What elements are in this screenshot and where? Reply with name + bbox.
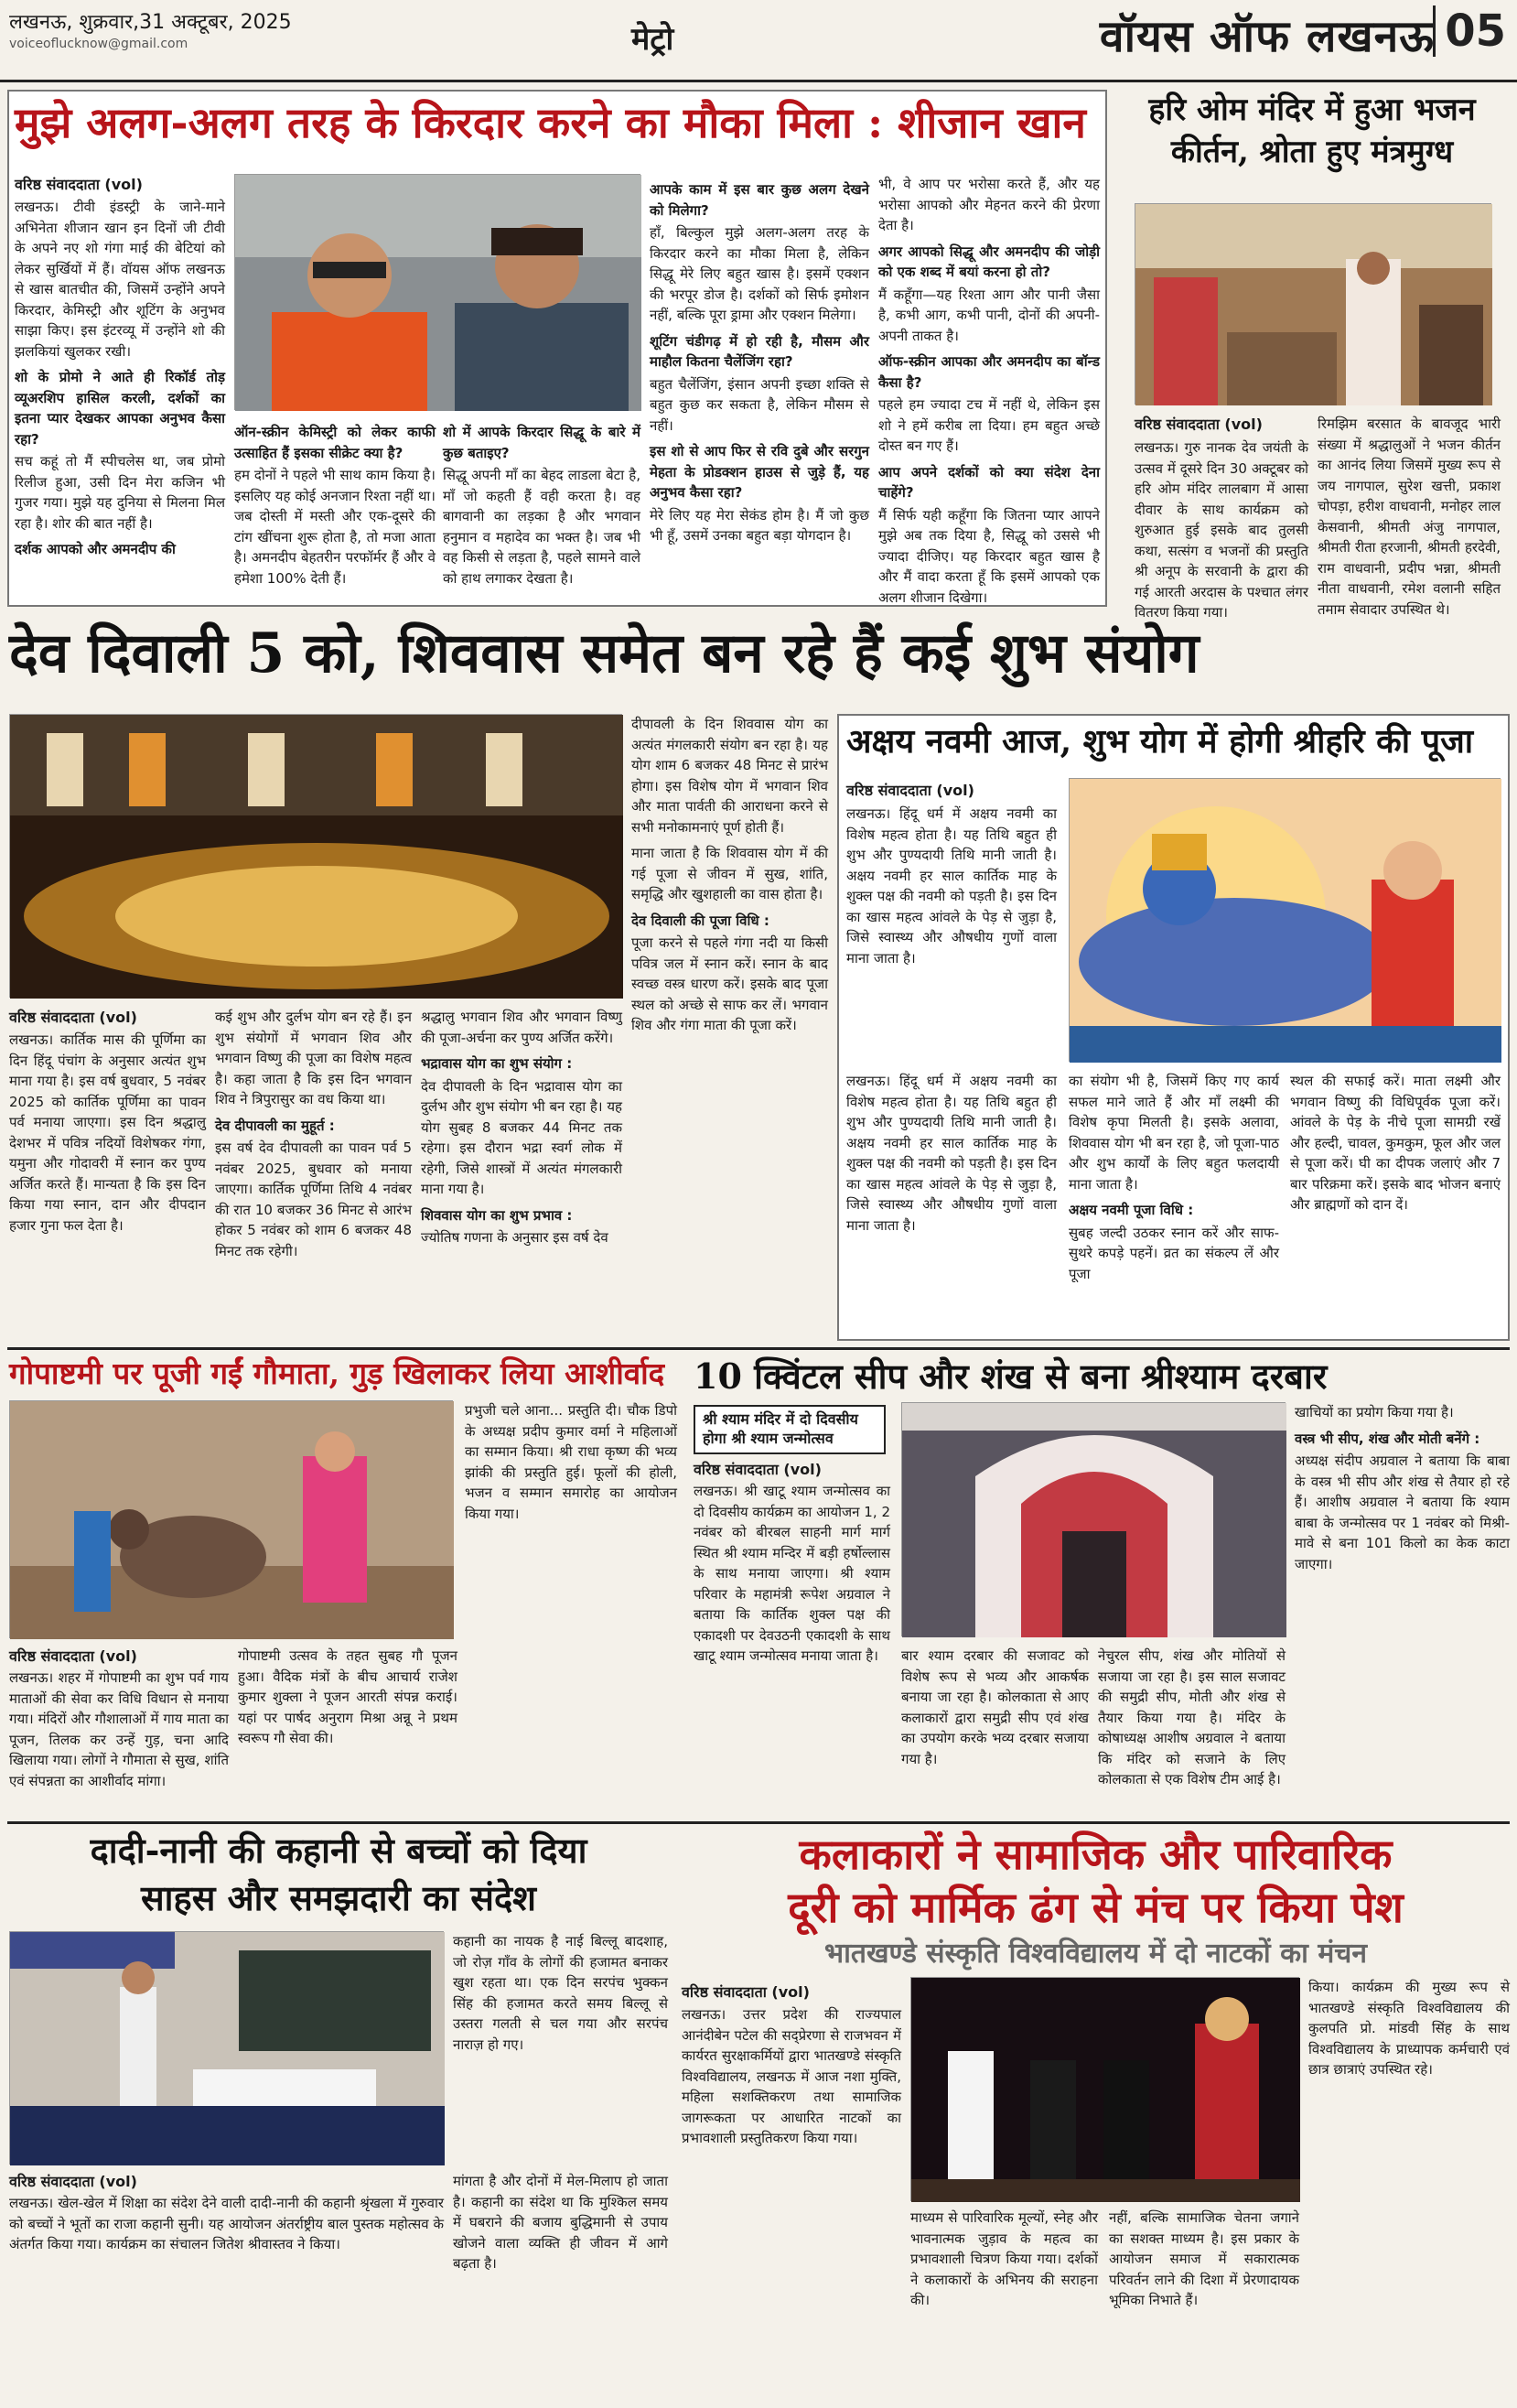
story3-col2-text: कई शुभ और दुर्लभ योग बन रहे हैं। इन शुभ संयोगों में भगवान शिव और भगवान विष्णु की पूजा का विशेष महत्व है। कहा जाता है कि इस दिन भगवान शिव ने त्रिपुरासुर का वध किया था। bbox=[215, 1009, 412, 1107]
story1-col1-text: लखनऊ। टीवी इंडस्ट्री के जाने-माने अभिनेता शीजान खान इन दिनों जी टीवी के अपने नए शो गंगा माई की बेटियां को लेकर सुर्खियों में हैं। वॉयस ऑफ लखनऊ से खास बातचीत की, जिसमें उन्होंने अपने किरदार, केमिस्ट्री और शूटिंग के अनुभव साझा किए। इस इंटरव्यू में उन्होंने शो की झलकियां खुलकर रखी। bbox=[15, 199, 225, 360]
cow-svg bbox=[10, 1401, 454, 1639]
story4-col1b: लखनऊ। हिंदू धर्म में अक्षय नवमी का विशेष महत्व होता है। यह तिथि बहुत ही शुभ और पुण्यदायी तिथि मानी जाती है। अक्षय नवमी हर साल कार्तिक माह के शुक्ल पक्ष की नवमी को पड़ती है। इस दिन का खास महत्व आंवले के पेड़ से जुड़ा है, जिसे स्वास्थ्य और औषधीय गुणों वाला माना जाता है। bbox=[846, 1073, 1057, 1234]
story6-byline: वरिष्ठ संवाददाता (vol) bbox=[694, 1461, 822, 1478]
page-number: 05 bbox=[1433, 5, 1506, 57]
story8-headline-l1: कलाकारों ने सामाजिक और पारिवारिक bbox=[799, 1830, 1393, 1879]
story5-byline: वरिष्ठ संवाददाता (vol) bbox=[9, 1647, 137, 1665]
story6-col2: बार श्याम दरबार की सजावट को विशेष रूप से भव्य और आकर्षक बनाया जा रहा है। कोलकाता से आए कलाकारों द्वारा समुद्री सीप एवं शंख का उपयोग करके भव्य दरबार सजाया गया है। bbox=[901, 1647, 1089, 1767]
story3-col4 bbox=[631, 714, 828, 1341]
story1-headline: मुझे अलग-अलग तरह के किरदार करने का मौका मिला : शीजान खान bbox=[15, 98, 1086, 147]
story1-col5 bbox=[650, 174, 869, 599]
story1-q6: शूटिंग चंडीगढ़ में हो रही है, मौसम और माहौल कितना चैलेंजिंग रहा? bbox=[650, 332, 869, 370]
story6-sub1: वस्त्र भी सीप, शंख और मोती बनेंगे : bbox=[1295, 1430, 1480, 1447]
story6-headline: 10 क्विंटल सीप और शंख से बना श्रीश्याम दरबार bbox=[694, 1355, 1328, 1397]
section-name: मेट्रो bbox=[631, 21, 674, 58]
story6-label: श्री श्याम मंदिर में दो दिवसीय होगा श्री श्याम जन्मोत्सव bbox=[694, 1405, 886, 1454]
story4-col1: लखनऊ। हिंदू धर्म में अक्षय नवमी का विशेष महत्व होता है। यह तिथि बहुत ही शुभ और पुण्यदायी तिथि मानी जाती है। अक्षय नवमी हर साल कार्तिक माह के शुक्ल पक्ष की नवमी को पड़ती है। इस दिन का खास महत्व आंवले के पेड़ से जुड़ा है, जिसे स्वास्थ्य और औषधीय गुणों वाला माना जाता है। bbox=[846, 805, 1057, 966]
story2-col1: लखनऊ। गुरु नानक देव जयंती के उत्सव में दूसरे दिन 30 अक्टूबर को हरि ओम मंदिर लालबाग में आसा दीवार के साथ कार्यक्रम को शुरुआत हुई इसके बाद तुलसी कथा, सत्संग व भजनों की प्रस्तुति श्री अनूप के सरवानी के द्वारा की गई आरती अरदास के पश्चात लंगर वितरण किया गया। bbox=[1135, 439, 1308, 621]
story3-col2 bbox=[215, 1007, 412, 1341]
divider-2 bbox=[7, 1821, 1510, 1824]
divider bbox=[7, 1347, 1510, 1350]
story3-col2-b: इस वर्ष देव दीपावली का पावन पर्व 5 नवंबर 2025, बुधवार को मनाया जाएगा। कार्तिक पूर्णिमा तिथि 4 नवंबर की रात 10 बजकर 36 मिनट से आरंभ होकर 5 नवंबर को शाम 6 बजकर 48 मिनट तक रहेगी। bbox=[215, 1139, 412, 1259]
cow-worship-photo bbox=[9, 1400, 453, 1638]
darbar-svg bbox=[902, 1403, 1286, 1637]
story3-col3 bbox=[421, 1007, 622, 1341]
story1-a9: मैं कहूँगा—यह रिश्ता आग और पानी जैसा है, कभी आग, कभी पानी, दोनों की अपनी-अपनी ताकत है। bbox=[878, 286, 1100, 344]
story1-a5: हाँ, बिल्कुल मुझे अलग-अलग तरह के किरदार करने का मौका मिला है, लेकिन सिद्धू मेरे लिए बहुत खास है। इसमें एक्शन की भरपूर डोज है। दर्शकों को सिर्फ इमोशन नहीं, बल्कि पूरा ड्रामा और एक्शन मिलेगा। bbox=[650, 224, 869, 323]
story6-col4-text: खाचियों का प्रयोग किया गया है। bbox=[1295, 1404, 1454, 1420]
story5-col1: लखनऊ। शहर में गोपाष्टमी का शुभ पर्व गाय माताओं की सेवा कर विधि विधान से मनाया गया। मंदिरों और गौशालाओं में गाय माता का पूजन, तिलक कर उन्हें गुड़, चना आदि खिलाया गया। लोगों ने गौमाता से सुख, शांति एवं संपन्नता का आशीर्वाद मांगा। bbox=[9, 1669, 229, 1789]
story3-col4-c: पूजा करने से पहले गंगा नदी या किसी पवित्र जल में स्नान करें। स्नान के बाद स्वच्छ वस्त्र धारण करें। इसके बाद पूजा स्थल को अच्छे से साफ कर लें। भगवान शिव और गंगा माता की पूजा करें। bbox=[631, 934, 828, 1033]
storytelling-photo bbox=[9, 1931, 444, 2165]
story1-a11: मैं सिर्फ यही कहूँगा कि जितना प्यार आपने मुझे अब तक दिया है, सिद्धू को उससे भी ज्यादा दीजिए। यह किरदार बहुत खास है और मैं वादा करता हूँ कि इसमें आपको एक अलग शीजान दिखेगा। bbox=[878, 506, 1100, 606]
story6-col1: लखनऊ। श्री खाटू श्याम जन्मोत्सव का दो दिवसीय कार्यक्रम का आयोजन 1, 2 नवंबर को बीरबल साहनी मार्ग मार्ग स्थित श्री श्याम मन्दिर में बड़ी हर्षोल्लास के साथ मनाया जाएगा। श्री श्याम परिवार के महामंत्री रूपेश अग्रवाल ने बताया कि कार्तिक शुक्ल पक्ष की एकादशी पर देवउठनी एकादशी के साथ खाटू श्याम जन्मोत्सव मनाया जाता है। bbox=[694, 1483, 890, 1664]
story7-col2: कहानी का नायक है नाई बिल्लू बादशाह, जो रोज़ गाँव के लोगों की हजामत बनाकर खुश रहता था। एक दिन सरपंच भुक्कन सिंह की हजामत करते समय बिल्लू से उस्तरा गलती से चल गया और सरपंच नाराज़ हो गए। bbox=[453, 1933, 668, 2053]
story7-headline-l2: साहस और समझदारी का संदेश bbox=[140, 1877, 536, 1918]
story4-col2-text: का संयोग भी है, जिसमें किए गए कार्य सफल माने जाते हैं और माँ लक्ष्मी की विशेष कृपा मिलती है। इसके अलावा, शिववास योग भी बन रहा है, जो पूजा-पाठ और शुभ कार्यों के लिए बहुत फलदायी माना जाता है। bbox=[1069, 1073, 1279, 1193]
drama-stage-photo bbox=[910, 1977, 1299, 2201]
story6-col4 bbox=[1295, 1402, 1510, 1814]
story3-col1: लखनऊ। कार्तिक मास की पूर्णिमा का दिन हिंदू पंचांग के अनुसार अत्यंत शुभ माना गया है। इस वर्ष बुधवार, 5 नवंबर 2025 को कार्तिक पूर्णिमा का पावन पर्व मनाया जाएगा। इस दिन श्रद्धालु देशभर में पवित्र नदियों विशेषकर गंगा, यमुना और गोदावरी में स्नान कर पुण्य अर्जित करते हैं। मान्यता है कि इस दिन किया गया स्नान, दान और दीपदान हजार गुना फल देता है। bbox=[9, 1031, 206, 1234]
diwali-diyas-photo bbox=[9, 714, 622, 998]
story1-q8: अगर आपको सिद्धू और अमनदीप की जोड़ी को एक शब्द में बयां करना हो तो? bbox=[878, 243, 1100, 280]
story8-headline-l2: दूरी को मार्मिक ढंग से मंच पर किया पेश bbox=[788, 1883, 1404, 1932]
story1-q9: ऑफ-स्क्रीन आपका और अमनदीप का बॉन्ड कैसा है? bbox=[878, 353, 1100, 391]
story3-col3-b: देव दीपावली के दिन भद्रावास योग का दुर्लभ और शुभ संयोग भी बन रहा है। यह योग सुबह 8 बजकर 44 मिनट तक रहेगा। इस दौरान भद्रा स्वर्ग लोक में रहेगी, जिसे शास्त्रों में अत्यंत मंगलकारी माना गया है। bbox=[421, 1077, 622, 1197]
story4-col2 bbox=[1069, 1071, 1279, 1336]
story7-headline-l1: दादी-नानी की कहानी से बच्चों को दिया bbox=[90, 1830, 587, 1871]
story5-headline: गोपाष्टमी पर पूजी गईं गौमाता, गुड़ खिलाकर लिया आशीर्वाद bbox=[9, 1355, 665, 1391]
story7-col1: लखनऊ। खेल-खेल में शिक्षा का संदेश देने वाली दादी-नानी की कहानी श्रृंखला में गुरुवार को बच्चों ने भूतों का राजा कहानी सुनी। यह आयोजन अंतर्राष्ट्रीय बाल पुस्तक महोत्सव के अंतर्गत किया गया। कार्यक्रम का संचालन जितेश श्रीवास्तव ने किया। bbox=[9, 2195, 444, 2252]
story1-a6: बहुत चैलेंजिंग, इंसान अपनी इच्छा शक्ति से बहुत कुछ कर सकता है, लेकिन मौसम से नहीं। bbox=[650, 375, 869, 434]
story1-q4: शो में आपके किरदार सिद्धू के बारे में कुछ बताइए? bbox=[443, 424, 640, 461]
story1-a1: सच कहूं तो मैं स्पीचलेस था, जब प्रोमो रिलीज हुआ, उसी दिन मेरा कजिन भी गुजर गया। मुझे यह दुनिया से मिलना मिल रहा है। शोर की बात नहीं है। bbox=[15, 453, 225, 532]
story3-sub3: शिववास योग का शुभ प्रभाव : bbox=[421, 1206, 573, 1224]
story6-col4-b: अध्यक्ष संदीप अग्रवाल ने बताया कि बाबा के वस्त्र भी सीप और शंख से तैयार हो रहे हैं। आशीष अग्रवाल ने बताया कि श्याम बाबा के जन्मोत्सव पर 1 नवंबर को मिश्री-मावे से बना 101 किलो का केक काटा जाएगा। bbox=[1295, 1452, 1510, 1572]
story1-col4 bbox=[443, 416, 640, 599]
story1-byline: वरिष्ठ संवाददाता (vol) bbox=[15, 176, 143, 193]
story1-a4: सिद्धू अपनी माँ का बेहद लाडला बेटा है, माँ जो कहती हैं वही करता है। वह बागवानी का लड़का है और भगवान हनुमान व महादेव का भक्त है। जब भी वह किसी से लड़ता है, पहले सामने वाले को हाथ लगाकर देखता है। bbox=[443, 467, 640, 587]
story1-q3: ऑन-स्क्रीन केमिस्ट्री को लेकर काफी उत्साहित हैं इसका सीक्रेट क्या है? bbox=[234, 424, 436, 461]
story3-col3-c: ज्योतिष गणना के अनुसार इस वर्ष देव bbox=[421, 1229, 608, 1246]
story1-a10: पहले हम ज्यादा टच में नहीं थे, लेकिन इस शो ने हमें करीब ला दिया। हम बहुत अच्छे दोस्त बन गए हैं। bbox=[878, 396, 1100, 454]
vishnu-lakshmi-illustration bbox=[1069, 778, 1501, 1062]
shezaan-photo bbox=[234, 174, 640, 410]
story3-col4-text: दीपावली के दिन शिववास योग का अत्यंत मंगलकारी संयोग बन रहा है। यह योग शाम 6 बजकर 48 मिनट से प्रारंभ होगा। इस विशेष योग में भगवान शिव और माता पार्वती की आराधना करने से सभी मनोकामनाएं पूर्ण होती हैं। bbox=[631, 716, 828, 836]
story1-col1 bbox=[15, 197, 225, 599]
shezaan-photo-svg bbox=[235, 175, 641, 411]
story8-col2: माध्यम से पारिवारिक मूल्यों, स्नेह और भावनात्मक जुड़ाव के महत्व का प्रभावशाली चित्रण किया गया। दर्शकों ने कलाकारों के अभिनय की सराहना की। bbox=[910, 2209, 1098, 2308]
dateline: लखनऊ, शुक्रवार,31 अक्टूबर, 2025 bbox=[9, 11, 292, 34]
story7-byline: वरिष्ठ संवाददाता (vol) bbox=[9, 2173, 137, 2190]
story8-byline: वरिष्ठ संवाददाता (vol) bbox=[682, 1983, 810, 2001]
temple-photo-svg bbox=[1135, 204, 1492, 405]
story4-sub1: अक्षय नवमी पूजा विधि : bbox=[1069, 1202, 1194, 1218]
story2-byline: वरिष्ठ संवाददाता (vol) bbox=[1135, 416, 1263, 433]
story8-col1: लखनऊ। उत्तर प्रदेश की राज्यपाल आनंदीबेन पटेल की सद्प्रेरणा से राजभवन में कार्यरत सुरक्षाकर्मियों द्वारा भातखण्डे संस्कृति विश्वविद्यालय, लखनऊ में आज नशा मुक्ति, महिला सशक्तिकरण तथा सामाजिक जागरूकता पर आधारित नाटकों का प्रभावशाली प्रस्तुतिकरण किया गया। bbox=[682, 2006, 901, 2146]
story4-headline: अक्षय नवमी आज, शुभ योग में होगी श्रीहरि की पूजा bbox=[846, 722, 1474, 761]
temple-photo bbox=[1135, 203, 1491, 405]
story1-a7: मेरे लिए यह मेरा सेकंड होम है। मैं जो कुछ भी हूँ, उसमें उनका बहुत बड़ा योगदान है। bbox=[650, 506, 869, 544]
story1-a8: भी, वे आप पर भरोसा करते हैं, और यह भरोसा आपको और मेहनत करने की प्रेरणा देता है। bbox=[878, 176, 1100, 233]
paper-name: वॉयस ऑफ लखनऊ bbox=[1099, 11, 1435, 62]
story3-sub4: देव दिवाली की पूजा विधि : bbox=[631, 912, 769, 929]
story8-subhead: भातखण्डे संस्कृति विश्वविद्यालय में दो नाटकों का मंचन bbox=[824, 1938, 1367, 1970]
story8-col4: किया। कार्यक्रम की मुख्य रूप से भातखण्डे संस्कृति विश्वविद्यालय की कुलपति प्रो. मांडवी सिंह के साथ विश्वविद्यालय के प्राध्यापक कर्मचारी एवं छात्र छात्राएं उपस्थित रहे। bbox=[1308, 1979, 1510, 2078]
shyam-darbar-photo bbox=[901, 1402, 1286, 1636]
class-svg bbox=[10, 1932, 445, 2165]
story2-headline: हरि ओम मंदिर में हुआ भजन कीर्तन, श्रोता हुए मंत्रमुग्ध bbox=[1148, 92, 1476, 170]
masthead bbox=[0, 0, 1517, 82]
story1-col3 bbox=[234, 416, 436, 599]
email[interactable]: voiceoflucknow@gmail.com bbox=[9, 37, 188, 51]
story1-q5: आपके काम में इस बार कुछ अलग देखने को मिलेगा? bbox=[650, 181, 869, 219]
diyas-svg bbox=[10, 715, 623, 999]
story3-byline: वरिष्ठ संवाददाता (vol) bbox=[9, 1009, 137, 1026]
story1-q10: आप अपने दर्शकों को क्या संदेश देना चाहेंगे? bbox=[878, 463, 1100, 501]
story4-col2-b: सुबह जल्दी उठकर स्नान करें और साफ-सुथरे कपड़े पहनें। व्रत का संकल्प लें और पूजा bbox=[1069, 1224, 1279, 1282]
story3-sub2: भद्रावास योग का शुभ संयोग : bbox=[421, 1055, 573, 1072]
story1-q2: दर्शक आपको और अमनदीप की bbox=[15, 541, 176, 557]
story7-col3: मांगता है और दोनों में मेल-मिलाप हो जाता है। कहानी का संदेश था कि मुश्किल समय में घबराने की बजाय बुद्धिमानी से उपाय खोजने वाला व्यक्ति ही जीवन में आगे बढ़ता है। bbox=[453, 2173, 668, 2272]
story2-col2: रिमझिम बरसात के बावजूद भारी संख्या में श्रद्धालुओं ने भजन कीर्तन का आनंद लिया जिसमें मुख्य रूप से जय नागपाल, सुरेश खत्ती, प्रकाश चोपड़ा, हरीश वाधवानी, मनोहर लाल केसवानी, श्रीमती अंजु नागपाल, श्रीमती रीता हरजानी, श्रीमती हरदेवी, राम वाधवानी, प्रदीप भन्ना, श्रीमती नीता वाधवानी, रमेश वलानी सहित तमाम सेवादार उपस्थित थे। bbox=[1318, 416, 1501, 618]
story1-a3: हम दोनों ने पहले भी साथ काम किया है। इसलिए यह कोई अनजान रिश्ता नहीं था। जब दोस्ती में मस्ती और एक-दूसरे की टांग खींचना शुरू होता है, तो मजा आता है। अमनदीप बेहतरीन परफॉर्मर हैं और वे हमेशा 100% देती हैं। bbox=[234, 467, 436, 587]
story5-col2: गोपाष्टमी उत्सव के तहत सुबह गौ पूजन हुआ। वैदिक मंत्रों के बीच आचार्य राजेश कुमार शुक्ला ने पूजन आरती संपन्न कराई। यहां पर पार्षद अनुराग मिश्रा अन्नू ने प्रथम स्वरूप गौ सेवा की। bbox=[238, 1647, 457, 1746]
story8-col3: नहीं, बल्कि सामाजिक चेतना जगाने का सशक्त माध्यम है। इस प्रकार के आयोजन समाज में सकारात्मक परिवर्तन लाने की दिशा में प्रेरणादायक भूमिका निभाते हैं। bbox=[1109, 2209, 1299, 2308]
story3-headline: देव दिवाली 5 को, शिववास समेत बन रहे हैं कई शुभ संयोग bbox=[9, 621, 1200, 686]
story1-col6 bbox=[878, 174, 1100, 606]
story3-col3-text: श्रद्धालु भगवान शिव और भगवान विष्णु की पूजा-अर्चना कर पुण्य अर्जित करेंगे। bbox=[421, 1009, 622, 1046]
story6-col3: नेचुरल सीप, शंख और मोतियों से सजाया जा रहा है। इस साल सजावट की समुद्री सीप, मोती और शंख से तैयार किया गया है। मंदिर के कोषाध्यक्ष आशीष अग्रवाल ने बताया कि मंदिर को सजाने के लिए कोलकाता से एक विशेष टीम आई है। bbox=[1098, 1647, 1286, 1787]
story3-col4-b: माना जाता है कि शिववास योग में की गई पूजा से जीवन में सुख, शांति, समृद्धि और खुशहाली का वास होता है। bbox=[631, 845, 828, 902]
story4-byline: वरिष्ठ संवाददाता (vol) bbox=[846, 782, 974, 799]
story1-q1: शो के प्रोमो ने आते ही रिकॉर्ड तोड़ व्यूअरशिप हासिल करली, दर्शकों का इतना प्यार देखकर आपका अनुभव कैसा रहा? bbox=[15, 369, 225, 448]
story5-col3: प्रभुजी चले आना... प्रस्तुति दी। चौक डिपो के अध्यक्ष प्रदीप कुमार वर्मा ने महिलाओं का सम्मान किया। श्री राधा कृष्ण की भव्य झांकी की प्रस्तुति हुई। फूलों की होली, भजन व सम्मान समारोह का आयोजन किया गया। bbox=[465, 1402, 677, 1522]
story4-col3: स्थल की सफाई करें। माता लक्ष्मी और भगवान विष्णु की विधिपूर्वक पूजा करें। आंवले के पेड़ के नीचे पूजा सामग्री रखें और हल्दी, चावल, कुमकुम, फूल और जल से पूजा करें। घी का दीपक जलाएं और 7 बार परिक्रमा करें। इसके बाद भोजन बनाएं और ब्राह्मणों को दान दें। bbox=[1290, 1073, 1501, 1213]
stage-svg bbox=[911, 1978, 1300, 2202]
story3-sub1: देव दीपावली का मुहूर्त : bbox=[215, 1117, 335, 1134]
vishnu-svg bbox=[1070, 779, 1501, 1063]
story1-q7: इस शो से आप फिर से रवि दुबे और सरगुन मेहता के प्रोडक्शन हाउस से जुड़े हैं, यह अनुभव कैसा रहा? bbox=[650, 443, 869, 501]
